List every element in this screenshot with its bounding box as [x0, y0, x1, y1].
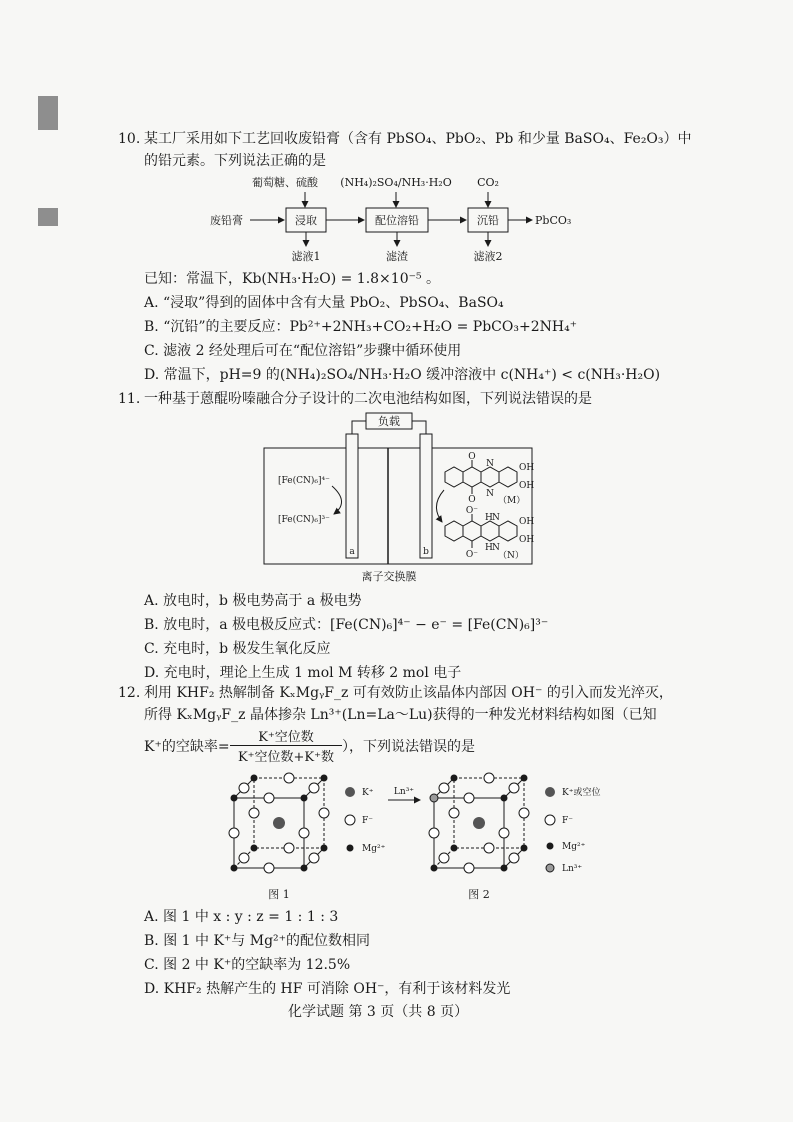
byproduct-label: 滤液1	[291, 250, 321, 263]
byproduct-label: 滤渣	[386, 250, 408, 263]
option-a: A. “浸取”得到的固体中含有大量 PbO₂、PbSO₄、BaSO₄	[144, 295, 504, 311]
figure-1-caption: 图 1	[268, 888, 290, 901]
question-stem-continued: 的铅元素。下列说法正确的是	[144, 153, 326, 169]
option-d: D. KHF₂ 热解产生的 HF 可消除 OH⁻，有利于该材料发光	[144, 981, 511, 997]
legend-mg: Mg²⁺	[562, 842, 586, 852]
molecule-n	[445, 506, 534, 561]
output-label: PbCO₃	[535, 214, 572, 227]
option-d: D. 充电时，理论上生成 1 mol M 转移 2 mol 电子	[144, 665, 462, 681]
electrode-a-label: a	[349, 547, 355, 557]
option-b: B. 放电时，a 极电极反应式：[Fe(CN)₆]⁴⁻ − e⁻ = [Fe(CN)₆]³⁻	[144, 617, 549, 633]
ring-nitrogen: N	[486, 459, 494, 469]
figure-2-caption: 图 2	[468, 888, 490, 901]
molecule-m-label: （M）	[498, 496, 526, 506]
process-step: 配位溶铅	[375, 214, 419, 227]
legend-f: F⁻	[362, 816, 373, 826]
question-number: 12.	[118, 685, 141, 701]
input-label: 废铅膏	[210, 214, 243, 227]
fraction-numerator: K⁺空位数	[230, 726, 342, 746]
option-c: C. 图 2 中 K⁺的空缺率为 12.5%	[144, 957, 351, 973]
load-label: 负载	[378, 415, 400, 428]
ferrocyanide-label: [Fe(CN)₆]⁴⁻	[278, 476, 330, 486]
question-stem: 某工厂采用如下工艺回收废铅膏（含有 PbSO₄、PbO₂、Pb 和少量 BaSO₄、Fe₂O₃）中	[144, 131, 692, 147]
legend-k: K⁺	[362, 788, 374, 798]
membrane-label: 离子交换膜	[361, 570, 417, 583]
legend-ln: Ln³⁺	[562, 864, 583, 874]
question-stem-suffix: ），下列说法错误的是	[342, 739, 475, 755]
amine-h: H	[485, 513, 493, 523]
ring-nitrogen: N	[486, 489, 494, 499]
option-c: C. 滤液 2 经处理后可在“配位溶铅”步骤中循环使用	[144, 343, 462, 359]
vacancy-rate-fraction	[230, 726, 342, 765]
process-flow-diagram	[210, 172, 590, 264]
registration-mark-middle	[38, 208, 58, 226]
hydroxyl-label: OH	[519, 463, 535, 473]
carbonyl-o: O	[468, 495, 476, 505]
ring-nitrogen: N	[492, 543, 500, 553]
k-ion-center	[273, 817, 285, 829]
fraction-denominator: K⁺空位数+K⁺数	[237, 750, 335, 765]
ring-nitrogen: N	[492, 513, 500, 523]
crystal-figure-2	[420, 770, 620, 906]
ln-ion	[430, 794, 438, 802]
ferricyanide-label: [Fe(CN)₆]³⁻	[278, 515, 330, 525]
option-b: B. 图 1 中 K⁺与 Mg²⁺的配位数相同	[144, 933, 371, 949]
hydroxyl-label: OH	[519, 535, 535, 545]
page-footer: 化学试题 第 3 页（共 8 页）	[288, 1004, 469, 1020]
k-ion-or-vacancy-center	[473, 817, 485, 829]
question-number: 11.	[118, 391, 141, 407]
option-a: A. 放电时，b 极电势高于 a 极电势	[144, 593, 362, 609]
battery-diagram	[262, 410, 536, 586]
option-b: B. “沉铅”的主要反应：Pb²⁺+2NH₃+CO₂+H₂O = PbCO₃+2NH₄⁺	[144, 319, 578, 335]
reagent-label: CO₂	[477, 176, 499, 189]
legend-k-or-vacancy: K⁺或空位	[562, 788, 601, 798]
question-stem: 一种基于蒽醌吩嗪融合分子设计的二次电池结构如图，下列说法错误的是	[144, 391, 592, 407]
phenolate-o: O⁻	[465, 506, 479, 516]
vacancy-definition-prefix: K⁺的空缺率=	[144, 739, 230, 755]
molecule-n-label: （N）	[498, 551, 524, 561]
byproduct-label: 滤液2	[473, 250, 503, 263]
hydroxyl-label: OH	[519, 517, 535, 527]
process-step: 沉铅	[477, 214, 499, 227]
hydroxyl-label: OH	[519, 481, 535, 491]
molecule-m	[445, 452, 534, 506]
reagent-label: 葡萄糖、硫酸	[252, 176, 318, 189]
question-stem-continued: 所得 KₓMgᵧF_z 晶体掺杂 Ln³⁺(Ln=La～Lu)获得的一种发光材料结构如图（已知	[144, 707, 657, 723]
legend-mg: Mg²⁺	[362, 844, 386, 854]
option-a: A. 图 1 中 x : y : z = 1 : 1 : 3	[144, 909, 339, 925]
electrode-b-label: b	[423, 547, 429, 557]
known-condition: 已知：常温下，Kb(NH₃·H₂O) = 1.8×10⁻⁵ 。	[144, 271, 441, 287]
amine-h: H	[485, 543, 493, 553]
phenolate-o: O⁻	[465, 550, 479, 560]
question-stem: 利用 KHF₂ 热解制备 KₓMgᵧF_z 可有效防止该晶体内部因 OH⁻ 的引入而发光淬灭，	[144, 685, 673, 701]
legend-f: F⁻	[562, 816, 573, 826]
question-number: 10.	[118, 131, 141, 147]
option-d: D. 常温下，pH=9 的(NH₄)₂SO₄/NH₃·H₂O 缓冲溶液中 c(NH₄⁺) < c(NH₃·H₂O)	[144, 367, 661, 383]
reagent-label: (NH₄)₂SO₄/NH₃·H₂O	[340, 176, 452, 189]
option-c: C. 充电时，b 极发生氧化反应	[144, 641, 331, 657]
carbonyl-o: O	[468, 452, 476, 462]
registration-mark-top	[38, 96, 58, 130]
process-step: 浸取	[295, 214, 317, 227]
doping-arrow-label: Ln³⁺	[393, 787, 415, 797]
